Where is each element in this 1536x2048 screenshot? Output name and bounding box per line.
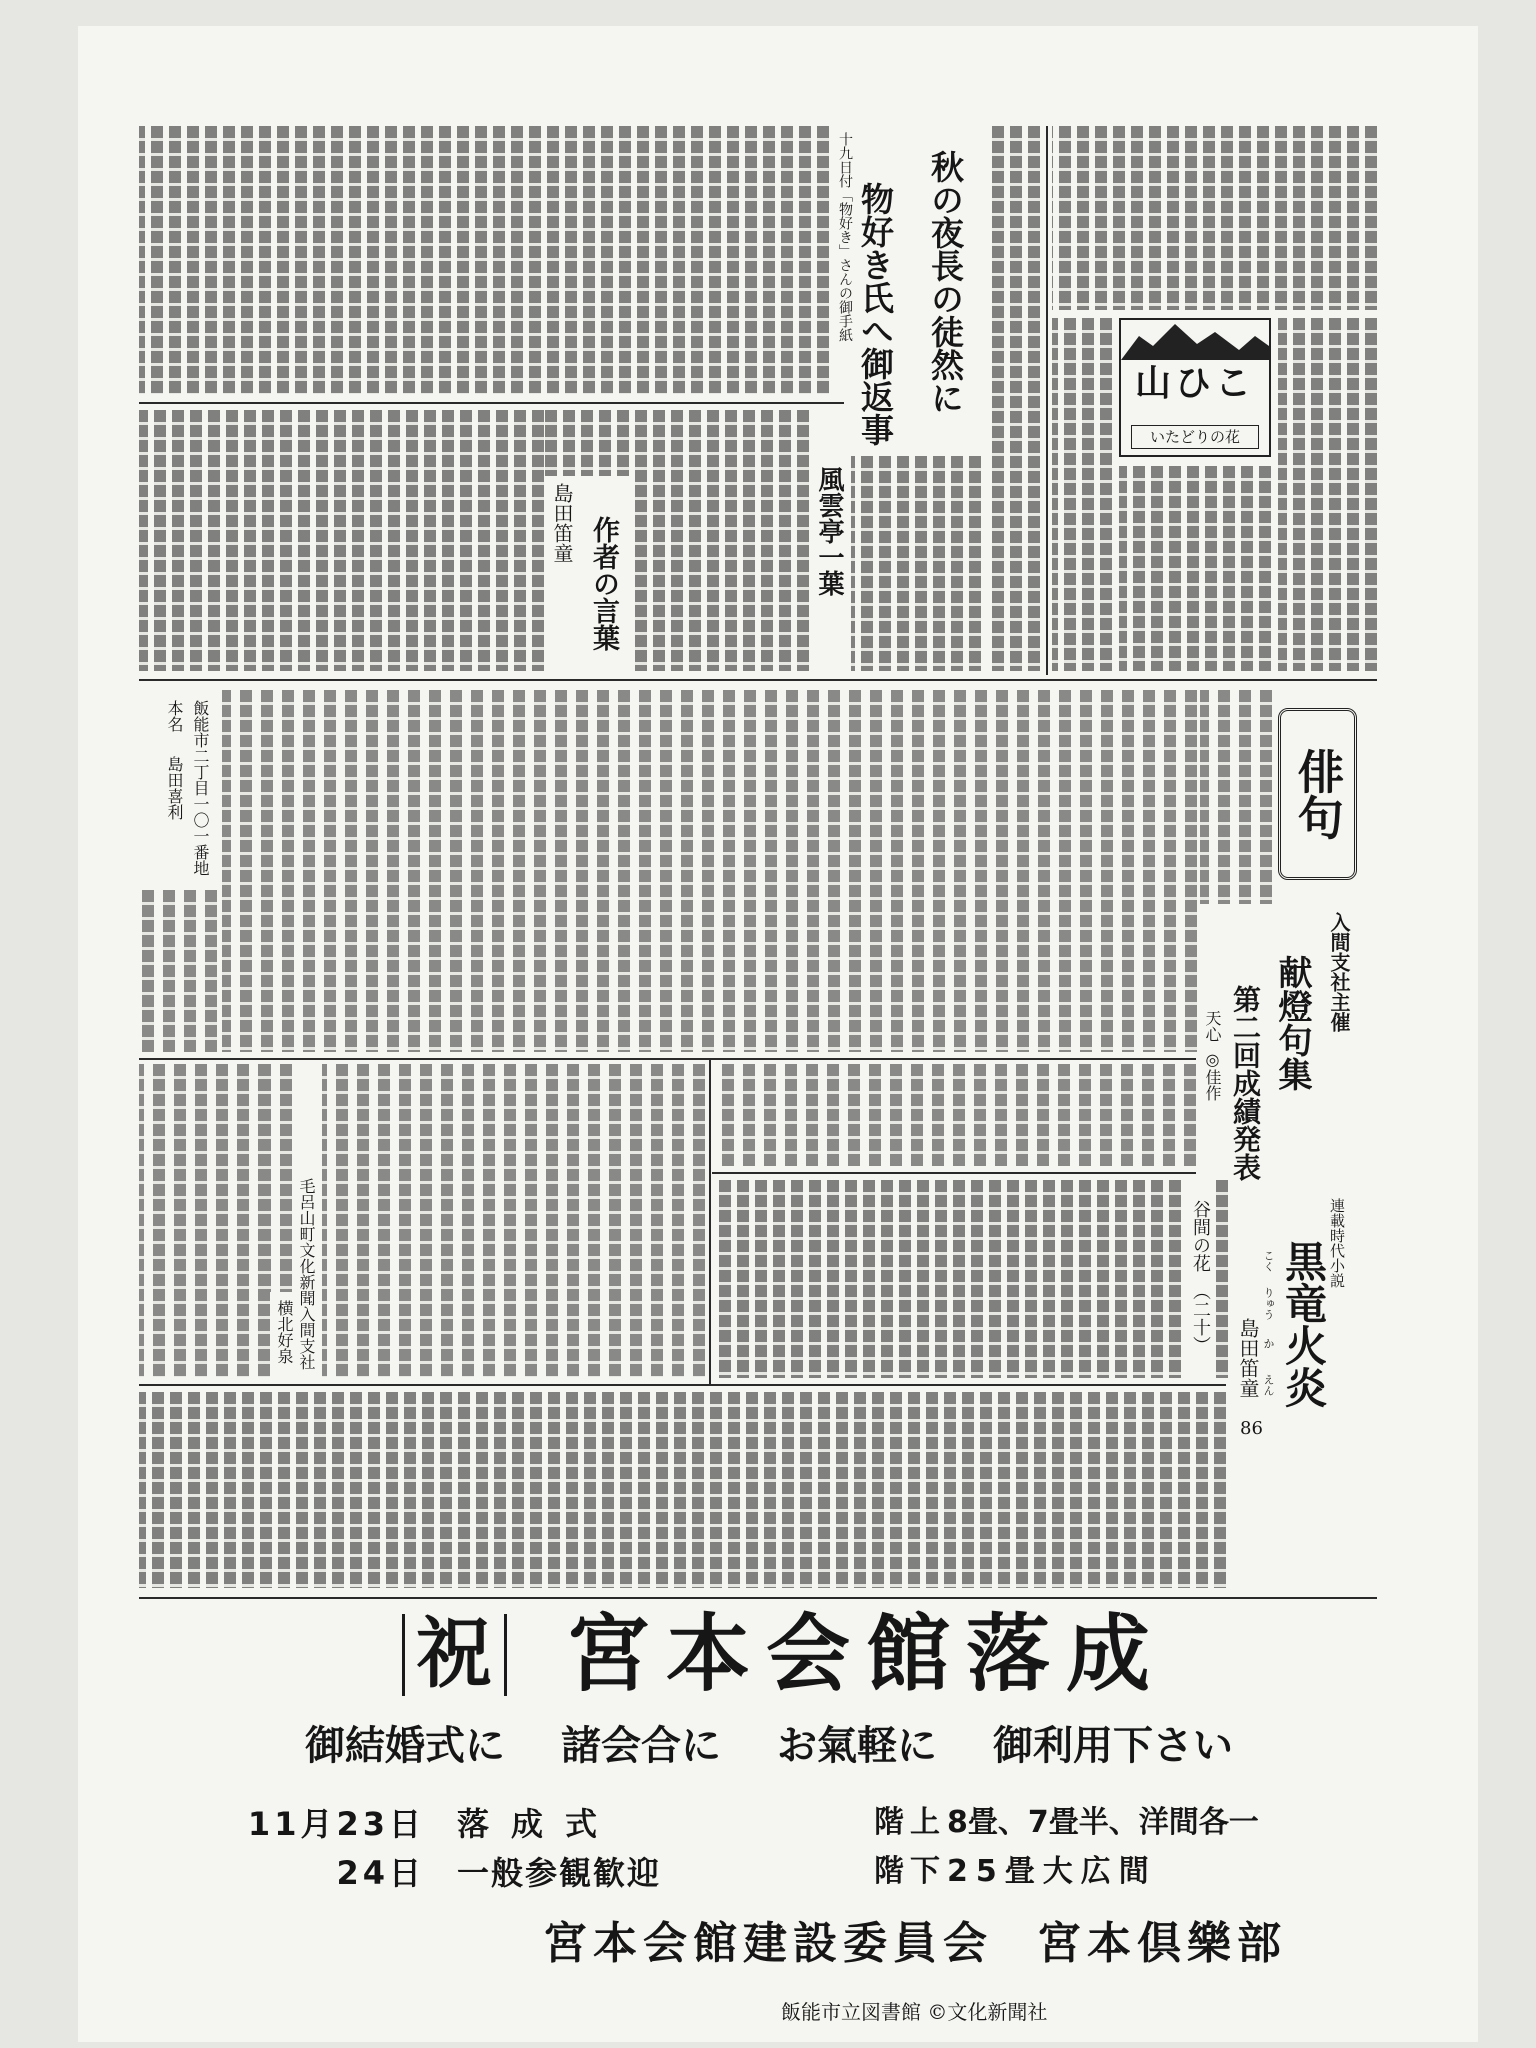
haiku-branch: 毛呂山町文化新聞入間支社 [297,1178,316,1370]
novel-text-columns [1212,1180,1228,1378]
serial-chapter-title: 谷間の花 [1190,1200,1211,1272]
advert-sponsors [543,1918,1287,1969]
advert-room-detail-1: 8畳、7畳半、洋間各一 [947,1805,1259,1840]
serial-title-furigana-1: こく [1262,1250,1275,1272]
serial-title-furigana-4: えん [1262,1374,1275,1396]
haiku-results [139,1064,270,1377]
article-autumn-reply [139,126,1046,675]
author-address: 飯能市二丁目一〇一番地 [191,700,210,876]
haiku-honorable-mention: ◎佳作 [1203,1050,1222,1101]
body-text-columns [1278,318,1377,671]
article-title-line2: 物好き氏へ御返事 [856,182,895,446]
advert-schedule-date-2: 24日 [336,1854,425,1892]
column-divider [709,1058,711,1384]
serial-chapter-heading [1189,1200,1209,1354]
haiku-entries [222,690,1197,1052]
advert-room-detail-2: 25畳大広間 [947,1854,1157,1889]
haiku-results [270,1064,292,1292]
haiku-judge: 天心 [1203,1010,1222,1042]
haiku-section-label [1278,708,1357,880]
body-text-columns [139,410,544,671]
haiku-branch-person: 横北好泉 [275,1300,294,1364]
serial-title-furigana-2: りゅう [1262,1287,1275,1320]
mountain-logo-icon [1121,320,1269,360]
advert-headline: 宮本会館落成 [566,1605,1167,1703]
column-subtitle: いたどりの花 [1131,425,1259,449]
authors-words-byline: 島田笛童 [550,483,574,563]
column-logo [1119,318,1271,457]
body-text-columns [1052,318,1112,671]
body-text-columns [139,890,217,1052]
body-text-columns [139,126,829,394]
advert-room-floor-1: 階上 [874,1805,946,1840]
archive-credit: 飯能市立図書館 ©文化新聞社 [781,2000,1048,2024]
serial-label: 連載時代小説 [1328,1198,1346,1288]
advert-schedule-event-1: 落成式 [457,1805,620,1843]
novel-text-columns [715,1180,1181,1378]
divider [139,1058,1196,1060]
haiku-results [715,1064,1196,1166]
advert-use-meetings: 諸会合に [561,1723,721,1769]
column-divider [1046,126,1048,675]
advert-use-wedding: 御結婚式に [305,1723,505,1769]
article-byline: 風雲亭一葉 [814,466,844,596]
advert-bar-left [402,1614,405,1696]
advert-bar-right [504,1614,507,1696]
serial-title-furigana-3: か [1262,1338,1275,1349]
author-real-name-value: 島田喜利 [165,756,184,820]
body-text-columns [1052,126,1377,310]
advert-schedule-date-1: 11月23日 [247,1805,425,1843]
divider [712,1172,1196,1174]
body-text-columns [629,410,809,671]
divider [139,1384,1226,1386]
serial-author: 島田笛童 [1236,1318,1260,1398]
divider [139,402,844,404]
advert-congrats: 祝 [416,1609,492,1698]
advert-room-floor-2: 階下 [874,1854,946,1889]
column-echo-article [1052,126,1377,675]
haiku-entries [1200,690,1272,904]
haiku-title: 献燈句集 [1272,955,1312,1091]
serial-installment-number: 86 [1240,1418,1263,1439]
serial-chapter-number: （二十） [1190,1282,1211,1354]
advert-sponsor-committee: 宮本会館建設委員会 [543,1918,993,1969]
section-divider [139,679,1377,681]
body-text-columns [851,456,981,671]
haiku-results [322,1064,705,1377]
article-first-line: 十九日付「物好き」さんの御手紙 [837,132,853,342]
advert-sponsor-club: 宮本倶樂部 [1037,1918,1287,1969]
section-divider [139,1597,1377,1599]
advert-uses [305,1723,1233,1769]
body-text-columns [544,410,629,476]
haiku-section-label-text: 俳句 [1290,748,1345,840]
author-real-name [164,700,182,820]
body-text-columns [990,126,1040,671]
column-logo-text: 山ひこ [1134,362,1255,404]
body-text-columns [1119,466,1271,671]
author-real-name-label: 本名 [165,700,184,732]
advert-use-invite: 御利用下さい [993,1723,1233,1769]
authors-words-heading: 作者の言葉 [588,516,619,651]
haiku-subtitle: 第二回成績発表 [1229,985,1262,1181]
advert-schedule-event-2: 一般参観歓迎 [457,1854,662,1892]
article-title-line1: 秋の夜長の徒然に [926,150,965,414]
advert-use-casual: お氣軽に [777,1723,937,1769]
haiku-host: 入間支社主催 [1327,912,1351,1032]
serial-title: 黒竜火炎 [1279,1240,1328,1408]
novel-text-columns [139,1392,1226,1588]
